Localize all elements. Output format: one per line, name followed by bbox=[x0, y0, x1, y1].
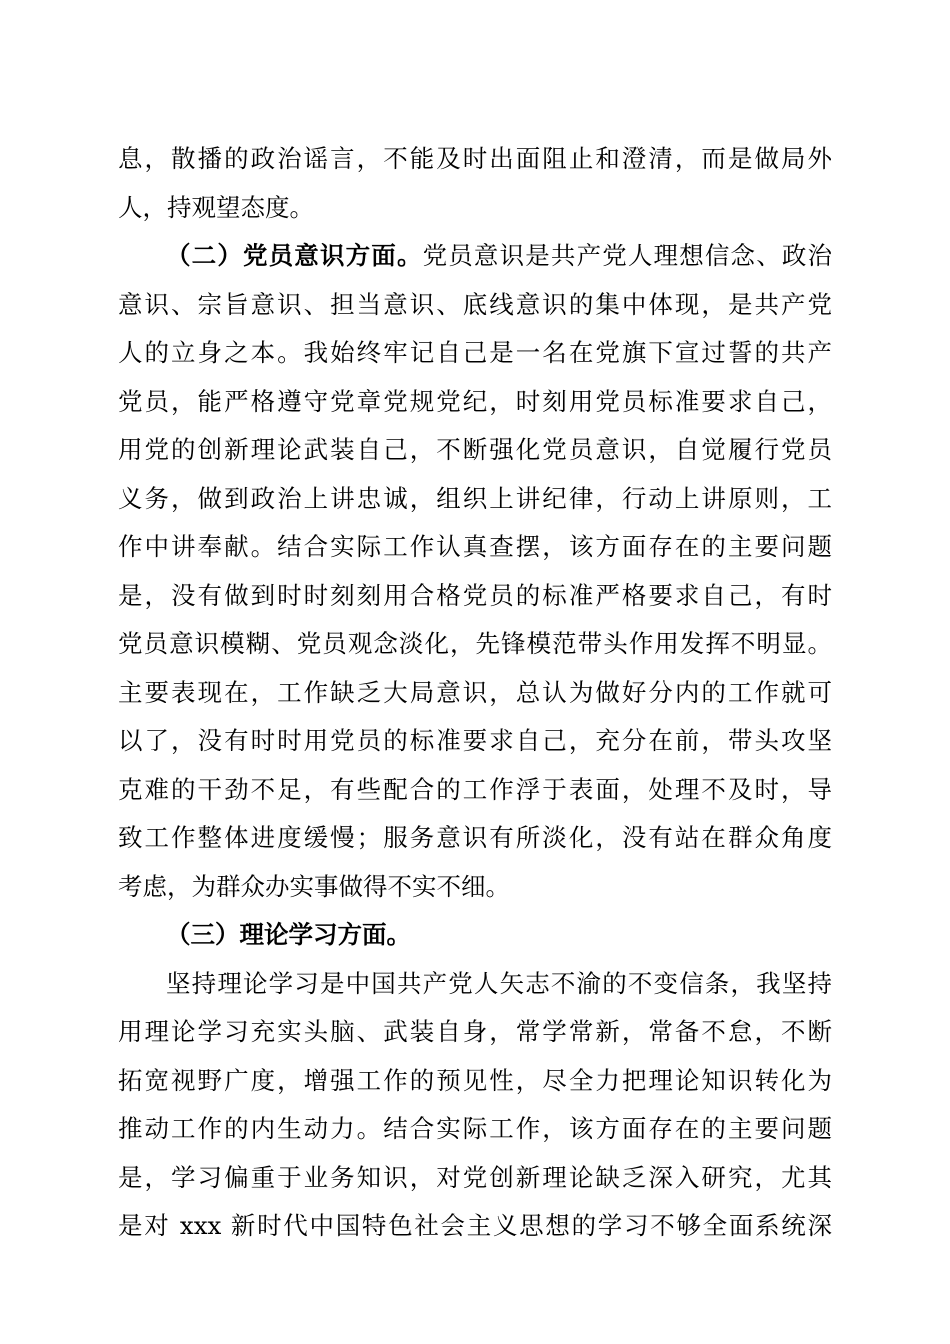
text-line: 是，学习偏重于业务知识，对党创新理论缺乏深入研究，尤其 bbox=[118, 1163, 832, 1192]
text-line: 致工作整体进度缓慢；服务意识有所淡化，没有站在群众角度 bbox=[118, 823, 832, 852]
text-line: 拓宽视野广度，增强工作的预见性，尽全力把理论知识转化为 bbox=[118, 1066, 832, 1095]
section-heading-theory-study: （三）理论学习方面。 bbox=[166, 920, 411, 949]
text-line: 考虑，为群众办实事做得不实不细。 bbox=[118, 872, 510, 901]
section-heading-party-awareness: （二）党员意识方面。 bbox=[166, 241, 423, 270]
text-line: 义务，做到政治上讲忠诚，组织上讲纪律，行动上讲原则，工 bbox=[118, 484, 832, 513]
text-line: 用理论学习充实头脑、武装自身，常学常新，常备不怠，不断 bbox=[118, 1017, 832, 1046]
text-line: 以了，没有时时用党员的标准要求自己，充分在前，带头攻坚 bbox=[118, 726, 832, 755]
text-line: 用党的创新理论武装自己，不断强化党员意识，自觉履行党员 bbox=[118, 435, 832, 464]
section-heading-line bbox=[166, 233, 832, 279]
text-line: 党员意识模糊、党员观念淡化，先锋模范带头作用发挥不明显。 bbox=[118, 629, 832, 658]
text-line: 推动工作的内生动力。结合实际工作，该方面存在的主要问题 bbox=[118, 1114, 832, 1143]
text-line: 作中讲奉献。结合实际工作认真查摆，该方面存在的主要问题 bbox=[118, 532, 832, 561]
text-line: 是对 xxx 新时代中国特色社会主义思想的学习不够全面系统深 bbox=[118, 1211, 832, 1240]
text-line: 息，散播的政治谣言，不能及时出面阻止和澄清，而是做局外 bbox=[118, 144, 832, 173]
text-line: 人，持观望态度。 bbox=[118, 193, 314, 222]
text-line: 党员，能严格遵守党章党规党纪，时刻用党员标准要求自己， bbox=[118, 387, 832, 416]
text-line: 坚持理论学习是中国共产党人矢志不渝的不变信条，我坚持 bbox=[166, 969, 832, 998]
text-line: 主要表现在，工作缺乏大局意识，总认为做好分内的工作就可 bbox=[118, 678, 832, 707]
text-line: 人的立身之本。我始终牢记自己是一名在党旗下宣过誓的共产 bbox=[118, 338, 832, 367]
text-line: 是，没有做到时时刻刻用合格党员的标准严格要求自己，有时 bbox=[118, 581, 832, 610]
text-line: 意识、宗旨意识、担当意识、底线意识的集中体现，是共产党 bbox=[118, 290, 832, 319]
text-fragment: 党员意识是共产党人理想信念、政治 bbox=[422, 241, 833, 270]
text-line: 克难的干劲不足，有些配合的工作浮于表面，处理不及时，导 bbox=[118, 775, 832, 804]
